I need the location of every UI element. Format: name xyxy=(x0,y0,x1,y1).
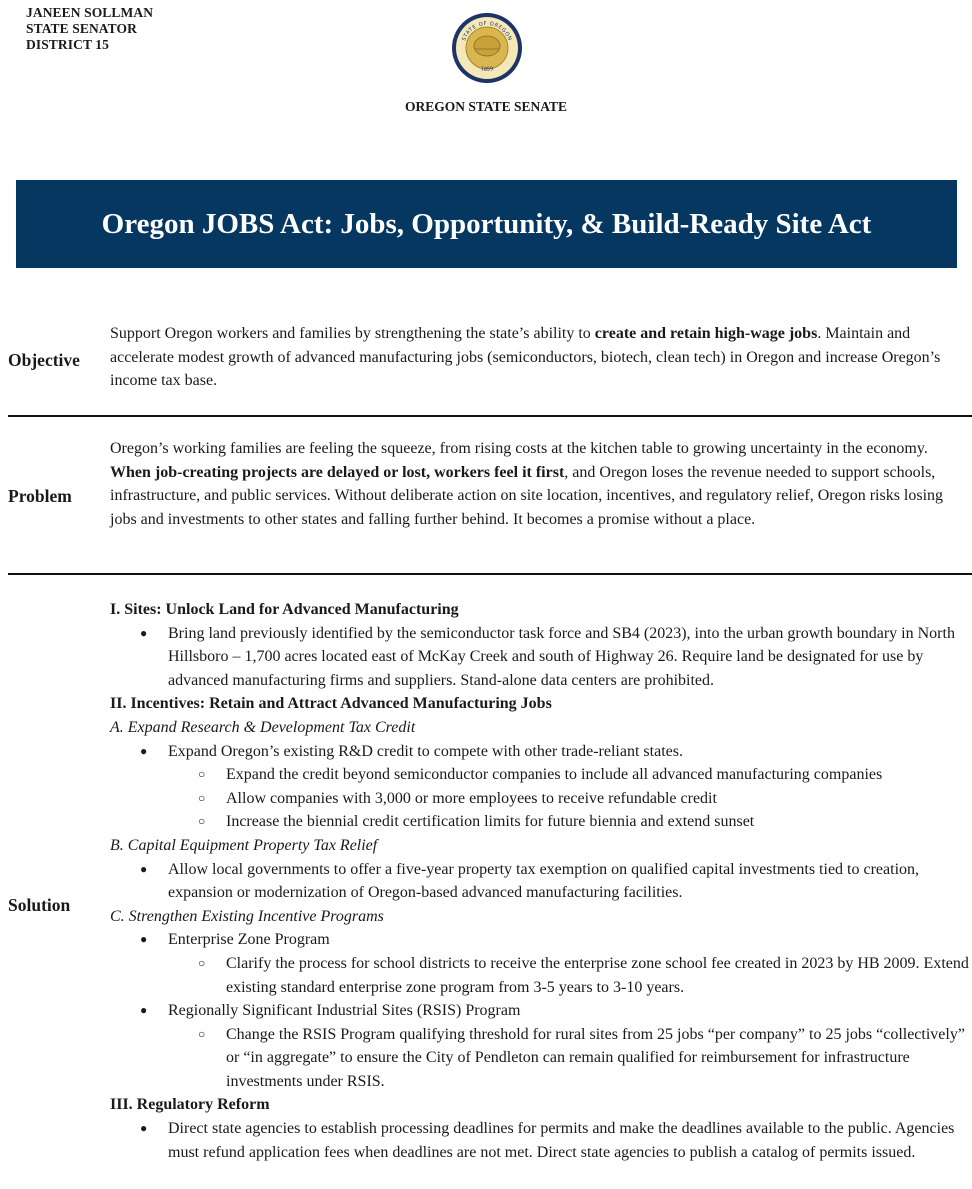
objective-text-b: . Maintain and accelerate modest growth of advanced manufacturing jobs (semiconductors, biotech, clean tech) in Oregon and increase Oregon’s income tax base. xyxy=(110,325,941,390)
sub-list-item: ○ Expand the credit beyond semiconductor companies to include all advanced manufacturing companies xyxy=(110,763,972,787)
title-banner xyxy=(16,180,957,268)
objective-text-bold: create and retain high-wage jobs xyxy=(594,325,818,342)
section-divider xyxy=(8,573,972,575)
sender-district: DISTRICT 15 xyxy=(26,37,110,52)
section-heading-incentives: II. Incentives: Retain and Attract Advanced Manufacturing Jobs xyxy=(110,695,552,713)
sub-list-item: ○ Clarify the process for school districts to receive the enterprise zone school fee created in 2023 by HB 2009. Extend existing standard enterprise zone program from 3-5 years to 3-10 years. xyxy=(110,952,972,999)
subheading-incentive-programs: C. Strengthen Existing Incentive Programs xyxy=(110,907,384,925)
sender-title: STATE SENATOR xyxy=(26,21,137,36)
list-item: ● Regionally Significant Industrial Sites (RSIS) Program xyxy=(110,999,972,1023)
list-item: ● Direct state agencies to establish processing deadlines for permits and make the deadlines available to the public. Agencies must refund application fees when deadlines are not met. Direct state agencies to publish a catalog of permits issued. xyxy=(110,1117,972,1164)
sub-list-item: ○ Increase the biennial credit certification limits for future biennia and extend sunset xyxy=(110,810,972,834)
objective-text xyxy=(110,322,960,393)
problem-text xyxy=(110,437,962,531)
seal-year: 1859 xyxy=(479,65,495,73)
objective-label: Objective xyxy=(8,350,80,370)
solution-label: Solution xyxy=(8,895,71,915)
problem-label: Problem xyxy=(8,486,72,506)
subheading-property-tax: B. Capital Equipment Property Tax Relief xyxy=(110,836,378,854)
sender-name: JANEEN SOLLMAN xyxy=(26,5,154,20)
section-heading-sites: I. Sites: Unlock Land for Advanced Manufacturing xyxy=(110,601,459,618)
list-item: ● Enterprise Zone Program xyxy=(110,928,972,952)
objective-text-a: Support Oregon workers and families by strengthening the state’s ability to xyxy=(110,325,595,342)
problem-text-b: , and Oregon loses the revenue needed to support schools, infrastructure, and public services. Without deliberate action on site location, incentives, and regulatory relief, Oregon risks losing jobs and investments to other states and falling further behind. It becomes a promise without a place. xyxy=(110,463,944,528)
document-title: Oregon JOBS Act: Jobs, Opportunity, & Build-Ready Site Act xyxy=(101,207,872,240)
seal-text-top: STATE OF OREGON xyxy=(461,20,513,42)
list-item: ● Expand Oregon’s existing R&D credit to compete with other trade-reliant states. xyxy=(110,740,972,764)
subheading-rd-credit: A. Expand Research & Development Tax Credit xyxy=(110,718,416,736)
seal-shield xyxy=(474,36,500,56)
list-item: ● Allow local governments to offer a five-year property tax exemption on qualified capital investments tied to creation, expansion or modernization of Oregon-based advanced manufacturing facilities. xyxy=(110,858,972,905)
problem-text-a: Oregon’s working families are feeling the squeeze, from rising costs at the kitchen table to growing uncertainty in the economy. xyxy=(110,440,928,457)
solution-text xyxy=(110,598,972,1164)
problem-text-bold: When job-creating projects are delayed or lost, workers feel it first xyxy=(110,463,565,481)
chamber-name: OREGON STATE SENATE xyxy=(404,99,568,114)
section-divider xyxy=(8,415,972,417)
section-heading-regulatory: III. Regulatory Reform xyxy=(110,1096,270,1114)
list-item: ● Bring land previously identified by the semiconductor task force and SB4 (2023), into the urban growth boundary in North Hillsboro – 1,700 acres located east of McKay Creek and south of Highway 26. Require land be designated for use by advanced manufacturing firms and suppliers. Stand-alone data centers are prohibited. xyxy=(110,622,972,693)
sub-list-item: ○ Change the RSIS Program qualifying threshold for rural sites from 25 jobs “per company” to 25 jobs “collectively” or “in aggregate” to ensure the City of Pendleton can remain qualified for reimbursement for infrastructure investments under RSIS. xyxy=(110,1023,972,1094)
sender-block xyxy=(26,5,153,53)
oregon-state-seal xyxy=(451,12,523,84)
sub-list-item: ○ Allow companies with 3,000 or more employees to receive refundable credit xyxy=(110,787,972,811)
